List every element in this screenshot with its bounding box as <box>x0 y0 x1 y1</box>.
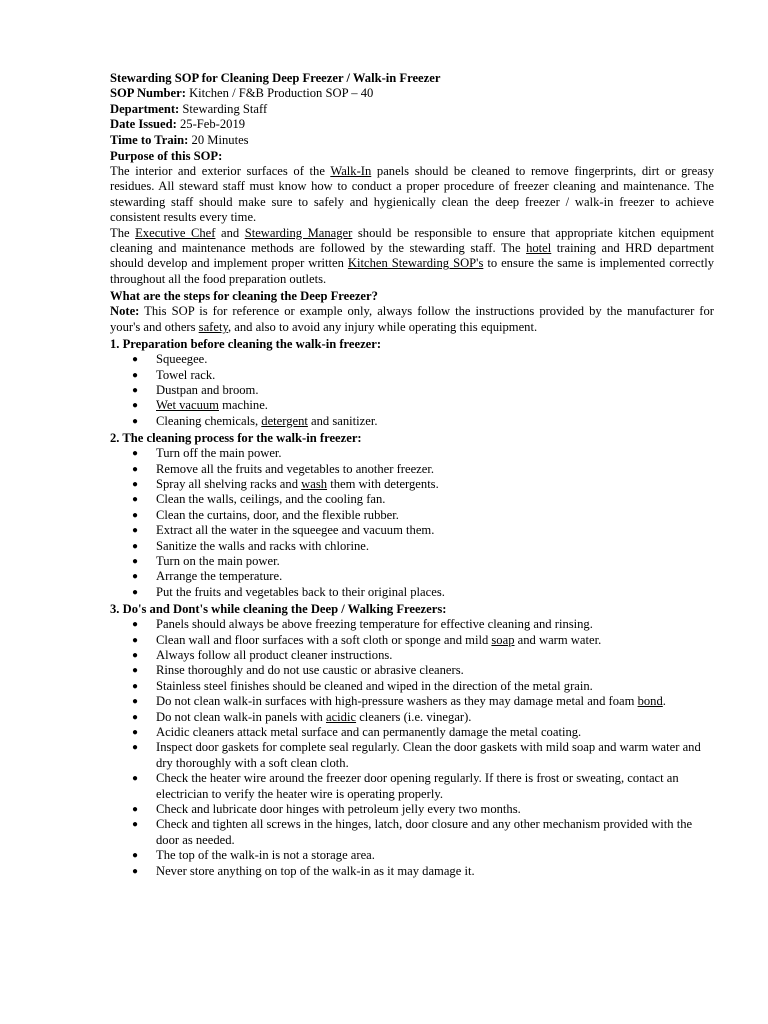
purpose-paragraph-1 <box>110 164 714 226</box>
bullet-icon: ● <box>132 571 139 583</box>
item-text: Cleaning chemicals, <box>156 413 262 428</box>
sop-metadata <box>110 86 714 148</box>
text: This SOP is for reference or example only, always follow the instructions provided by the manufacturer for your's and others <box>110 304 714 334</box>
bullet-icon: ● <box>132 711 139 723</box>
item-text: Dustpan and broom. <box>156 382 259 397</box>
bullet-icon: ● <box>132 415 139 427</box>
list-item <box>110 539 714 554</box>
list-item <box>110 398 714 413</box>
safety-link[interactable]: safety <box>198 319 228 334</box>
item-text: and warm water. <box>514 632 602 647</box>
item-text: . <box>662 694 666 709</box>
item-text: Do not clean walk-in panels with <box>156 709 326 724</box>
bullet-icon: ● <box>132 494 139 506</box>
list-item <box>110 383 714 398</box>
bullet-icon: ● <box>132 525 139 537</box>
bullet-icon: ● <box>132 463 139 475</box>
item-text: Sanitize the walls and racks with chlorine. <box>156 538 369 553</box>
walk-in-link[interactable]: Walk-In <box>330 164 372 179</box>
bullet-icon: ● <box>132 478 139 490</box>
hotel-link[interactable]: hotel <box>526 241 552 256</box>
meta-time-to-train <box>110 133 714 148</box>
text: The interior and exterior surfaces of the <box>110 164 331 179</box>
bullet-icon: ● <box>132 619 139 631</box>
list-item <box>110 477 714 492</box>
section-3-list <box>110 617 714 879</box>
text: to ensure the same is implemented correctly throughout all the food preparation outlets. <box>110 256 714 286</box>
meta-value: Stewarding Staff <box>182 101 268 116</box>
note-label: Note: <box>110 304 140 319</box>
steps-note <box>110 304 714 335</box>
bullet-icon: ● <box>132 586 139 598</box>
item-text: Spray all shelving racks and <box>156 476 302 491</box>
bullet-icon: ● <box>132 400 139 412</box>
text: panels should be cleaned to remove fingerprints, dirt or greasy residues. All steward staff must know how to conduct a proper procedure of freezer cleaning and maintenance. The stewarding staff should make sure to safely and hygienically clean the deep freezer / walk-in freezer to achieve consistent results every time. <box>110 164 714 225</box>
item-text: Clean wall and floor surfaces with a soft cloth or sponge and mild <box>156 632 492 647</box>
document-page <box>110 71 714 879</box>
bullet-icon: ● <box>132 680 139 692</box>
bullet-icon: ● <box>132 509 139 521</box>
list-item <box>110 848 714 863</box>
section-3-heading: 3. Do's and Dont's while cleaning the Deep / Walking Freezers: <box>110 602 447 617</box>
bullet-icon: ● <box>132 773 139 785</box>
item-text: machine. <box>218 398 268 413</box>
list-item <box>110 414 714 429</box>
item-text: Never store anything on top of the walk-in as it may damage it. <box>156 863 475 878</box>
list-item <box>110 446 714 461</box>
item-text: Remove all the fruits and vegetables to another freezer. <box>156 461 434 476</box>
list-item <box>110 648 714 663</box>
list-item <box>110 508 714 523</box>
list-item <box>110 569 714 584</box>
list-item <box>110 633 714 648</box>
item-text: Extract all the water in the squeegee and vacuum them. <box>156 523 435 538</box>
item-text: and sanitizer. <box>307 413 378 428</box>
list-item <box>110 771 714 802</box>
meta-date-issued <box>110 117 714 132</box>
bullet-icon: ● <box>132 384 139 396</box>
item-text: Check and tighten all screws in the hinges, latch, door closure and any other mechanism provided with the door as needed. <box>156 817 693 847</box>
list-item <box>110 523 714 538</box>
meta-sop-number <box>110 86 714 101</box>
bullet-icon: ● <box>132 354 139 366</box>
bullet-icon: ● <box>132 850 139 862</box>
text: should be responsible to ensure that appropriate kitchen equipment cleaning and maintenance methods are followed by the stewarding staff. The <box>110 225 714 256</box>
list-item <box>110 617 714 632</box>
meta-label: Date Issued: <box>110 117 177 132</box>
bullet-icon: ● <box>132 540 139 552</box>
list-item <box>110 663 714 678</box>
acidic-link[interactable]: acidic <box>325 709 357 724</box>
item-text: them with detergents. <box>327 476 439 491</box>
section-2-heading: 2. The cleaning process for the walk-in freezer: <box>110 431 362 446</box>
bullet-icon: ● <box>132 804 139 816</box>
wet-vacuum-link[interactable]: Wet vacuum <box>156 398 219 413</box>
list-item <box>110 864 714 879</box>
item-text: cleaners (i.e. vinegar). <box>356 709 472 724</box>
text: The <box>110 225 136 240</box>
list-item <box>110 802 714 817</box>
bullet-icon: ● <box>132 742 139 754</box>
steps-heading: What are the steps for cleaning the Deep Freezer? <box>110 289 378 304</box>
bullet-icon: ● <box>132 634 139 646</box>
meta-value: 20 Minutes <box>191 132 249 147</box>
purpose-heading: Purpose of this SOP: <box>110 149 223 164</box>
section-1-heading: 1. Preparation before cleaning the walk-in freezer: <box>110 337 382 352</box>
list-item <box>110 554 714 569</box>
list-item <box>110 710 714 725</box>
item-text: Arrange the temperature. <box>156 569 283 584</box>
item-text: Turn off the main power. <box>156 446 282 461</box>
item-text: Clean the walls, ceilings, and the cooling fan. <box>156 492 386 507</box>
bullet-icon: ● <box>132 727 139 739</box>
bullet-icon: ● <box>132 865 139 877</box>
item-text: Do not clean walk-in surfaces with high-pressure washers as they may damage metal and foam <box>156 694 638 709</box>
text: training and HRD department should develop and implement proper written <box>110 241 715 271</box>
document-title: Stewarding SOP for Cleaning Deep Freezer / Walk-in Freezer <box>110 71 441 85</box>
executive-chef-link[interactable]: Executive Chef <box>135 225 216 240</box>
list-item <box>110 694 714 709</box>
stewarding-manager-link[interactable]: Stewarding Manager <box>244 225 353 240</box>
bullet-icon: ● <box>132 696 139 708</box>
bullet-icon: ● <box>132 650 139 661</box>
list-item <box>110 368 714 383</box>
soap-link[interactable]: soap <box>491 632 515 647</box>
item-text: Check and lubricate door hinges with petroleum jelly every two months. <box>156 802 521 817</box>
wash-link[interactable]: wash <box>301 476 328 491</box>
meta-department <box>110 102 714 117</box>
list-item <box>110 492 714 507</box>
detergent-link[interactable]: detergent <box>261 413 308 428</box>
text: , and also to avoid any injury while operating this equipment. <box>227 319 538 334</box>
meta-label: Department: <box>110 101 180 116</box>
meta-value: Kitchen / F&B Production SOP – 40 <box>189 86 374 101</box>
item-text: Check the heater wire around the freezer door opening regularly. If there is frost or sweating, contact an electrician to verify the heater wire is operating properly. <box>156 771 679 801</box>
bullet-icon: ● <box>132 665 139 677</box>
list-item <box>110 817 714 848</box>
bullet-icon: ● <box>132 448 139 460</box>
list-item <box>110 740 714 771</box>
section-2-list <box>110 446 714 600</box>
item-text: Put the fruits and vegetables back to their original places. <box>156 584 445 599</box>
item-text: The top of the walk-in is not a storage area. <box>156 848 375 863</box>
item-text: Clean the curtains, door, and the flexible rubber. <box>156 507 399 522</box>
kitchen-stewarding-sops-link[interactable]: Kitchen Stewarding SOP's <box>347 256 484 271</box>
bullet-icon: ● <box>132 819 139 831</box>
text: and <box>215 225 245 240</box>
item-text: Inspect door gaskets for complete seal regularly. Clean the door gaskets with mild soap and warm water and dry thoroughly with a soft clean cloth. <box>156 740 701 770</box>
list-item <box>110 352 714 367</box>
list-item <box>110 462 714 477</box>
bond-link[interactable]: bond <box>637 694 663 709</box>
list-item <box>110 585 714 600</box>
item-text: Rinse thoroughly and do not use caustic or abrasive cleaners. <box>156 663 464 678</box>
item-text: Acidic cleaners attack metal surface and can permanently damage the metal coating. <box>156 725 582 740</box>
item-text: Squeegee. <box>156 352 208 367</box>
item-text: Towel rack. <box>156 367 216 382</box>
list-item <box>110 679 714 694</box>
item-text: Turn on the main power. <box>156 553 280 568</box>
meta-value: 25-Feb-2019 <box>179 117 246 132</box>
bullet-icon: ● <box>132 555 139 567</box>
item-text: Panels should always be above freezing temperature for effective cleaning and rinsing. <box>156 617 593 632</box>
meta-label: Time to Train: <box>110 132 189 147</box>
list-item <box>110 725 714 740</box>
bullet-icon: ● <box>132 369 139 381</box>
item-text: Always follow all product cleaner instructions. <box>156 648 393 662</box>
meta-label: SOP Number: <box>110 86 186 101</box>
purpose-paragraph-2 <box>110 226 714 288</box>
section-1-list <box>110 352 714 429</box>
item-text: Stainless steel finishes should be cleaned and wiped in the direction of the metal grain. <box>156 678 593 693</box>
